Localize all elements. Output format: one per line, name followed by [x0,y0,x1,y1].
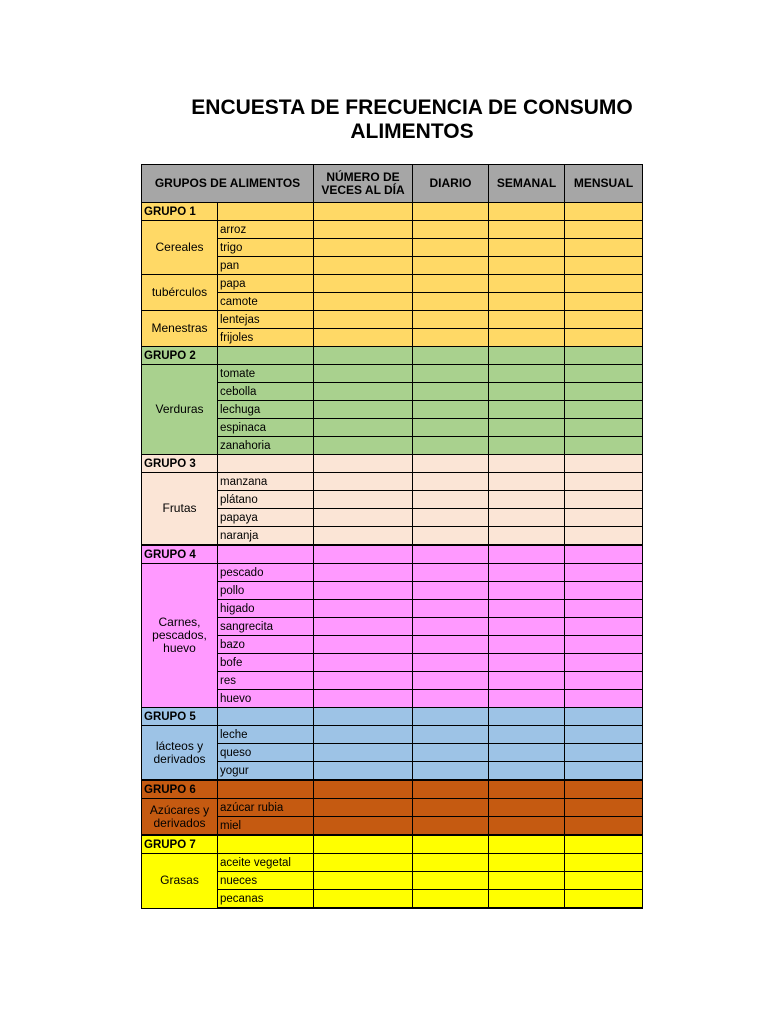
category-label: Carnes, pescados, huevo [142,564,218,708]
response-cell[interactable] [314,890,413,909]
response-cell[interactable] [565,221,643,239]
food-item-label: leche [218,726,314,744]
response-cell[interactable] [314,672,413,690]
response-cell[interactable] [314,636,413,654]
response-cell[interactable] [413,564,489,582]
response-cell[interactable] [489,564,565,582]
response-cell[interactable] [413,365,489,383]
response-cell[interactable] [565,239,643,257]
response-cell[interactable] [413,311,489,329]
response-cell[interactable] [314,365,413,383]
response-cell[interactable] [413,600,489,618]
response-cell[interactable] [565,854,643,872]
response-cell[interactable] [413,582,489,600]
response-cell[interactable] [314,437,413,455]
response-cell[interactable] [489,311,565,329]
response-cell[interactable] [489,744,565,762]
response-cell[interactable] [413,257,489,275]
group-spacer-cell [218,455,314,473]
response-cell[interactable] [489,618,565,636]
response-cell[interactable] [314,545,413,564]
food-row [142,527,643,546]
response-cell[interactable] [565,491,643,509]
response-cell[interactable] [314,835,413,854]
response-cell[interactable] [489,835,565,854]
food-row [142,383,643,401]
response-cell[interactable] [489,890,565,909]
food-item-label: bazo [218,636,314,654]
response-cell[interactable] [489,239,565,257]
response-cell[interactable] [314,854,413,872]
response-cell[interactable] [489,203,565,221]
response-cell[interactable] [489,347,565,365]
category-label: Verduras [142,365,218,455]
group-row [142,203,643,221]
response-cell[interactable] [565,455,643,473]
response-cell[interactable] [489,221,565,239]
response-cell[interactable] [314,509,413,527]
response-cell[interactable] [413,799,489,817]
food-item-label: pescado [218,564,314,582]
food-row [142,672,643,690]
response-cell[interactable] [565,762,643,781]
response-cell[interactable] [314,347,413,365]
food-item-label: res [218,672,314,690]
food-row [142,401,643,419]
page-title [140,96,684,144]
response-cell[interactable] [413,419,489,437]
food-item-label: espinaca [218,419,314,437]
response-cell[interactable] [565,545,643,564]
food-item-label: sangrecita [218,618,314,636]
response-cell[interactable] [565,890,643,909]
response-cell[interactable] [565,726,643,744]
response-cell[interactable] [413,672,489,690]
response-cell[interactable] [489,383,565,401]
response-cell[interactable] [489,437,565,455]
response-cell[interactable] [565,383,643,401]
response-cell[interactable] [314,780,413,799]
food-row [142,817,643,836]
group-label: GRUPO 7 [142,835,218,854]
food-row [142,419,643,437]
response-cell[interactable] [413,203,489,221]
response-cell[interactable] [565,419,643,437]
food-row [142,257,643,275]
response-cell[interactable] [314,744,413,762]
response-cell[interactable] [314,203,413,221]
response-cell[interactable] [413,509,489,527]
response-cell[interactable] [565,690,643,708]
response-cell[interactable] [489,780,565,799]
response-cell[interactable] [489,672,565,690]
food-item-label: azúcar rubia [218,799,314,817]
food-item-label: frijoles [218,329,314,347]
response-cell[interactable] [565,203,643,221]
category-label: lácteos y derivados [142,726,218,781]
group-label: GRUPO 1 [142,203,218,221]
response-cell[interactable] [565,401,643,419]
title-line-1: ENCUESTA DE FRECUENCIA DE CONSUMO [191,96,633,119]
response-cell[interactable] [413,293,489,311]
response-cell[interactable] [314,455,413,473]
response-cell[interactable] [489,275,565,293]
response-cell[interactable] [565,654,643,672]
food-item-label: aceite vegetal [218,854,314,872]
food-item-label: arroz [218,221,314,239]
response-cell[interactable] [314,600,413,618]
header-weekly: SEMANAL [489,165,565,203]
response-cell[interactable] [413,636,489,654]
response-cell[interactable] [413,401,489,419]
response-cell[interactable] [489,491,565,509]
food-item-label: manzana [218,473,314,491]
response-cell[interactable] [489,582,565,600]
category-label: Frutas [142,473,218,546]
response-cell[interactable] [489,545,565,564]
food-item-label: bofe [218,654,314,672]
food-item-label: naranja [218,527,314,546]
response-cell[interactable] [314,311,413,329]
response-cell[interactable] [565,744,643,762]
food-row [142,582,643,600]
group-label: GRUPO 5 [142,708,218,726]
response-cell[interactable] [314,275,413,293]
group-label: GRUPO 4 [142,545,218,564]
food-row [142,491,643,509]
response-cell[interactable] [489,365,565,383]
food-item-label: queso [218,744,314,762]
response-cell[interactable] [565,636,643,654]
response-cell[interactable] [314,491,413,509]
survey-body [142,203,643,909]
food-row [142,799,643,817]
response-cell[interactable] [565,293,643,311]
response-cell[interactable] [314,239,413,257]
response-cell[interactable] [565,600,643,618]
response-cell[interactable] [413,654,489,672]
food-row [142,762,643,781]
group-label: GRUPO 6 [142,780,218,799]
group-row [142,545,643,564]
food-row [142,365,643,383]
header-monthly: MENSUAL [565,165,643,203]
response-cell[interactable] [314,817,413,836]
response-cell[interactable] [413,690,489,708]
response-cell[interactable] [489,509,565,527]
food-row [142,329,643,347]
response-cell[interactable] [489,654,565,672]
group-row [142,835,643,854]
response-cell[interactable] [565,257,643,275]
food-row [142,311,643,329]
response-cell[interactable] [314,618,413,636]
food-row [142,221,643,239]
food-row [142,600,643,618]
response-cell[interactable] [314,564,413,582]
response-cell[interactable] [565,817,643,836]
response-cell[interactable] [565,527,643,546]
header-daily: DIARIO [413,165,489,203]
response-cell[interactable] [314,799,413,817]
group-row [142,780,643,799]
response-cell[interactable] [413,455,489,473]
food-item-label: zanahoria [218,437,314,455]
response-cell[interactable] [565,708,643,726]
header-food-groups: GRUPOS DE ALIMENTOS [142,165,314,203]
response-cell[interactable] [489,257,565,275]
response-cell[interactable] [413,780,489,799]
response-cell[interactable] [413,275,489,293]
food-item-label: miel [218,817,314,836]
food-item-label: papaya [218,509,314,527]
response-cell[interactable] [314,221,413,239]
category-label: Cereales [142,221,218,275]
food-row [142,275,643,293]
response-cell[interactable] [565,799,643,817]
response-cell[interactable] [565,275,643,293]
response-cell[interactable] [565,872,643,890]
category-label: Azúcares y derivados [142,799,218,836]
header-row [142,165,643,203]
response-cell[interactable] [413,437,489,455]
food-row [142,636,643,654]
response-cell[interactable] [565,509,643,527]
survey-table [141,164,643,909]
response-cell[interactable] [314,582,413,600]
food-item-label: yogur [218,762,314,781]
group-row [142,708,643,726]
response-cell[interactable] [413,817,489,836]
food-row [142,690,643,708]
food-row [142,437,643,455]
food-row [142,564,643,582]
response-cell[interactable] [565,835,643,854]
group-spacer-cell [218,835,314,854]
response-cell[interactable] [314,654,413,672]
food-item-label: camote [218,293,314,311]
food-item-label: trigo [218,239,314,257]
response-cell[interactable] [413,491,489,509]
response-cell[interactable] [489,401,565,419]
food-row [142,473,643,491]
title-line-2: ALIMENTOS [350,120,474,143]
response-cell[interactable] [314,257,413,275]
response-cell[interactable] [413,854,489,872]
response-cell[interactable] [565,329,643,347]
response-cell[interactable] [489,473,565,491]
response-cell[interactable] [489,762,565,781]
response-cell[interactable] [413,744,489,762]
response-cell[interactable] [314,329,413,347]
response-cell[interactable] [489,726,565,744]
response-cell[interactable] [489,329,565,347]
response-cell[interactable] [413,383,489,401]
food-item-label: pecanas [218,890,314,909]
response-cell[interactable] [413,708,489,726]
response-cell[interactable] [413,347,489,365]
response-cell[interactable] [489,419,565,437]
food-item-label: papa [218,275,314,293]
response-cell[interactable] [489,854,565,872]
response-cell[interactable] [565,618,643,636]
food-row [142,854,643,872]
food-item-label: lechuga [218,401,314,419]
response-cell[interactable] [565,437,643,455]
response-cell[interactable] [314,762,413,781]
food-row [142,890,643,909]
response-cell[interactable] [314,383,413,401]
response-cell[interactable] [489,600,565,618]
category-label: Menestras [142,311,218,347]
food-item-label: tomate [218,365,314,383]
food-row [142,654,643,672]
response-cell[interactable] [413,835,489,854]
response-cell[interactable] [314,473,413,491]
food-row [142,618,643,636]
response-cell[interactable] [413,545,489,564]
response-cell[interactable] [489,872,565,890]
response-cell[interactable] [565,365,643,383]
food-row [142,744,643,762]
group-spacer-cell [218,203,314,221]
food-item-label: huevo [218,690,314,708]
food-row [142,726,643,744]
response-cell[interactable] [413,618,489,636]
response-cell[interactable] [565,780,643,799]
response-cell[interactable] [413,239,489,257]
response-cell[interactable] [314,401,413,419]
response-cell[interactable] [413,527,489,546]
response-cell[interactable] [489,636,565,654]
category-label: tubérculos [142,275,218,311]
response-cell[interactable] [565,672,643,690]
food-item-label: higado [218,600,314,618]
food-row [142,872,643,890]
response-cell[interactable] [489,293,565,311]
response-cell[interactable] [565,347,643,365]
food-item-label: cebolla [218,383,314,401]
response-cell[interactable] [413,762,489,781]
food-item-label: plátano [218,491,314,509]
response-cell[interactable] [565,564,643,582]
food-item-label: pan [218,257,314,275]
group-label: GRUPO 2 [142,347,218,365]
group-row [142,347,643,365]
group-spacer-cell [218,545,314,564]
response-cell[interactable] [489,527,565,546]
response-cell[interactable] [413,221,489,239]
response-cell[interactable] [565,311,643,329]
response-cell[interactable] [314,293,413,311]
food-row [142,293,643,311]
response-cell[interactable] [489,708,565,726]
food-row [142,239,643,257]
response-cell[interactable] [314,690,413,708]
response-cell[interactable] [314,872,413,890]
response-cell[interactable] [489,455,565,473]
response-cell[interactable] [413,726,489,744]
response-cell[interactable] [413,872,489,890]
response-cell[interactable] [314,419,413,437]
header-times-per-day: NÚMERO DE VECES AL DÍA [314,165,413,203]
category-label: Grasas [142,854,218,909]
group-row [142,455,643,473]
food-item-label: nueces [218,872,314,890]
response-cell[interactable] [413,473,489,491]
response-cell[interactable] [565,473,643,491]
response-cell[interactable] [489,690,565,708]
food-item-label: pollo [218,582,314,600]
response-cell[interactable] [489,799,565,817]
group-spacer-cell [218,347,314,365]
group-spacer-cell [218,780,314,799]
response-cell[interactable] [565,582,643,600]
response-cell[interactable] [314,726,413,744]
group-label: GRUPO 3 [142,455,218,473]
food-row [142,509,643,527]
response-cell[interactable] [413,329,489,347]
group-spacer-cell [218,708,314,726]
response-cell[interactable] [314,708,413,726]
response-cell[interactable] [413,890,489,909]
response-cell[interactable] [489,817,565,836]
response-cell[interactable] [314,527,413,546]
food-item-label: lentejas [218,311,314,329]
